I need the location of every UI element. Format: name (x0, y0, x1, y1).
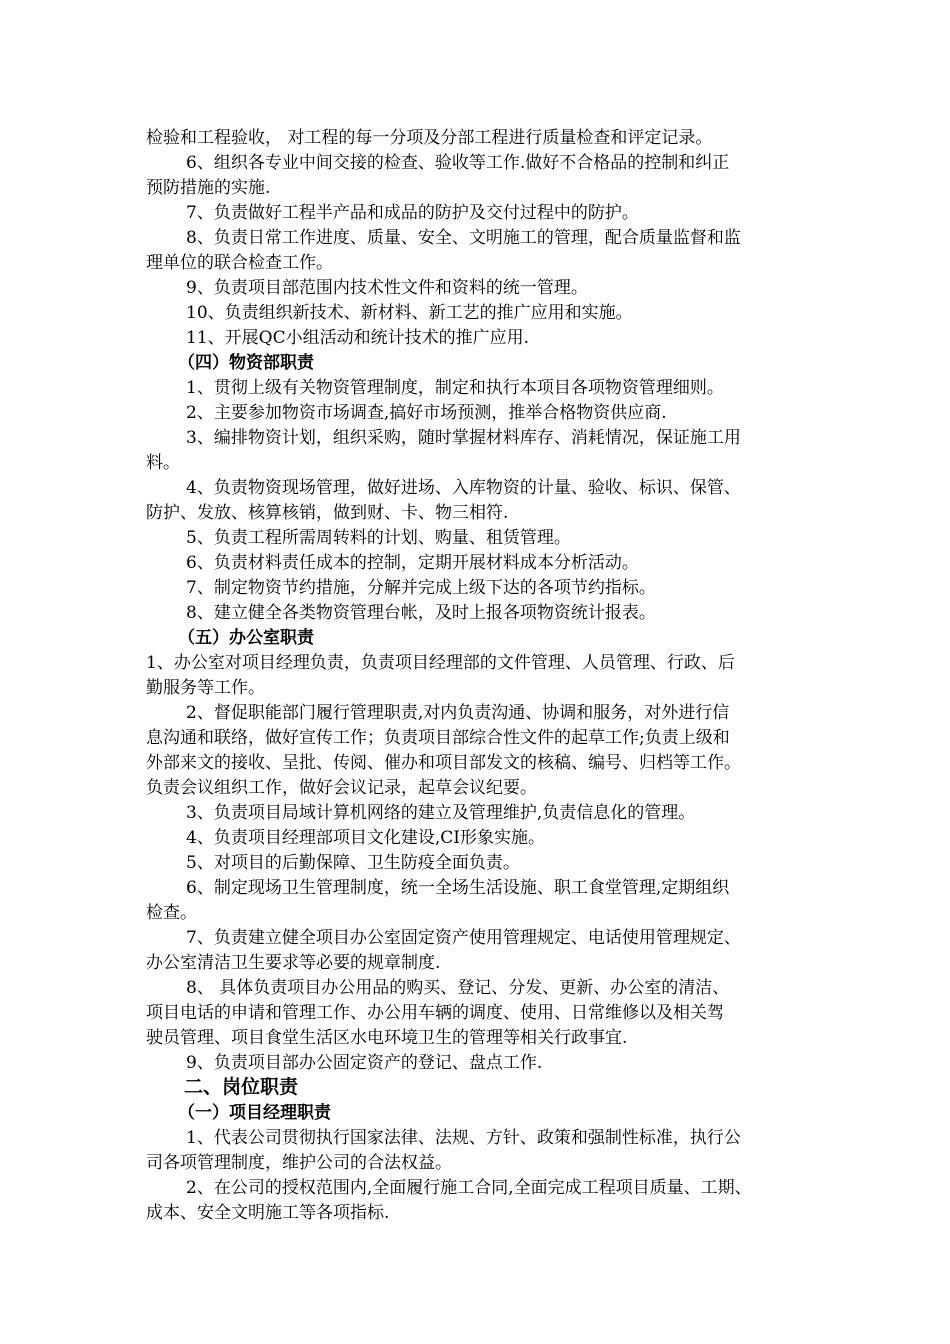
text-line: 理单位的联合检查工作。 (146, 253, 333, 273)
text-line: 司各项管理制度，维护公司的合法权益。 (146, 1153, 452, 1173)
text-line: 7、负责建立健全项目办公室固定资产使用管理规定、电话使用管理规定、 (186, 928, 741, 948)
text-line: 料。 (146, 453, 180, 473)
text-line: 预防措施的实施. (146, 178, 271, 198)
text-line: 8、建立健全各类物资管理台帐，及时上报各项物资统计报表。 (186, 603, 656, 623)
text-line: 7、负责做好工程半产品和成品的防护及交付过程中的防护。 (186, 203, 639, 223)
text-line: 成本、安全文明施工等各项指标. (146, 1203, 390, 1223)
text-line: 1、代表公司贯彻执行国家法律、法规、方针、政策和强制性标准，执行公 (186, 1128, 741, 1148)
text-line: 息沟通和联络，做好宣传工作；负责项目部综合性文件的起草工作;负责上级和 (146, 728, 730, 748)
text-line: 5、负责工程所需周转料的计划、购量、租赁管理。 (186, 528, 571, 548)
text-line: 办公室清洁卫生要求等必要的规章制度. (146, 953, 441, 973)
text-line: 3、编排物资计划，组织采购，随时掌握材料库存、消耗情况，保证施工用 (186, 428, 741, 448)
section-heading: （五）办公室职责 (178, 628, 314, 648)
text-line: 6、组织各专业中间交接的检查、验收等工作.做好不合格品的控制和纠正 (186, 153, 730, 173)
text-line: 4、负责项目经理部项目文化建设,CI形象实施。 (186, 828, 545, 848)
text-line: 项目电话的申请和管理工作、办公用车辆的调度、使用、日常维修以及相关驾 (146, 1003, 724, 1023)
section-heading: （一）项目经理职责 (178, 1103, 331, 1123)
text-line: 负责会议组织工作，做好会议记录，起草会议纪要。 (146, 778, 537, 798)
text-line: 驶员管理、项目食堂生活区水电环境卫生的管理等相关行政事宜. (146, 1028, 628, 1048)
text-line: 9、负责项目部办公固定资产的登记、盘点工作. (186, 1053, 543, 1073)
text-line: 11、开展QC小组活动和统计技术的推广应用. (186, 328, 529, 348)
text-line: 1、贯彻上级有关物资管理制度，制定和执行本项目各项物资管理细则。 (186, 378, 724, 398)
text-line: 6、负责材料责任成本的控制，定期开展材料成本分析活动。 (186, 553, 639, 573)
text-line: 8、负责日常工作进度、质量、安全、文明施工的管理，配合质量监督和监 (186, 228, 741, 248)
text-line: 勤服务等工作。 (146, 678, 265, 698)
text-line: 9、负责项目部范围内技术性文件和资料的统一管理。 (186, 278, 588, 298)
text-line: 2、督促职能部门履行管理职责,对内负责沟通、协调和服务，对外进行信 (186, 703, 730, 723)
text-line: 检查。 (146, 903, 197, 923)
text-line: 3、负责项目局域计算机网络的建立及管理维护,负责信息化的管理。 (186, 803, 696, 823)
section-heading: （四）物资部职责 (178, 353, 314, 373)
text-line: 2、在公司的授权范围内,全面履行施工合同,全面完成工程项目质量、工期、 (186, 1178, 752, 1198)
text-line: 2、主要参加物资市场调查,搞好市场预测，推举合格物资供应商. (186, 403, 667, 423)
chapter-heading: 二、岗位职责 (184, 1076, 299, 1098)
text-line: 防护、发放、核算核销，做到财、卡、物三相符. (146, 503, 509, 523)
text-line: 6、制定现场卫生管理制度，统一全场生活设施、职工食堂管理,定期组织 (186, 878, 730, 898)
text-line: 8、 具体负责项目办公用品的购买、登记、分发、更新、办公室的清洁、 (186, 978, 730, 998)
text-line: 1、办公室对项目经理负责，负责项目经理部的文件管理、人员管理、行政、后 (146, 653, 735, 673)
text-line: 检验和工程验收， 对工程的每一分项及分部工程进行质量检查和评定记录。 (146, 128, 713, 148)
text-line: 7、制定物资节约措施，分解并完成上级下达的各项节约指标。 (186, 578, 656, 598)
text-line: 5、对项目的后勤保障、卫生防疫全面负责。 (186, 853, 520, 873)
text-line: 4、负责物资现场管理，做好进场、入库物资的计量、验收、标识、保管、 (186, 478, 741, 498)
text-line: 外部来文的接收、呈批、传阅、催办和项目部发文的核稿、编号、归档等工作。 (146, 753, 741, 773)
text-line: 10、负责组织新技术、新材料、新工艺的推广应用和实施。 (186, 303, 633, 323)
